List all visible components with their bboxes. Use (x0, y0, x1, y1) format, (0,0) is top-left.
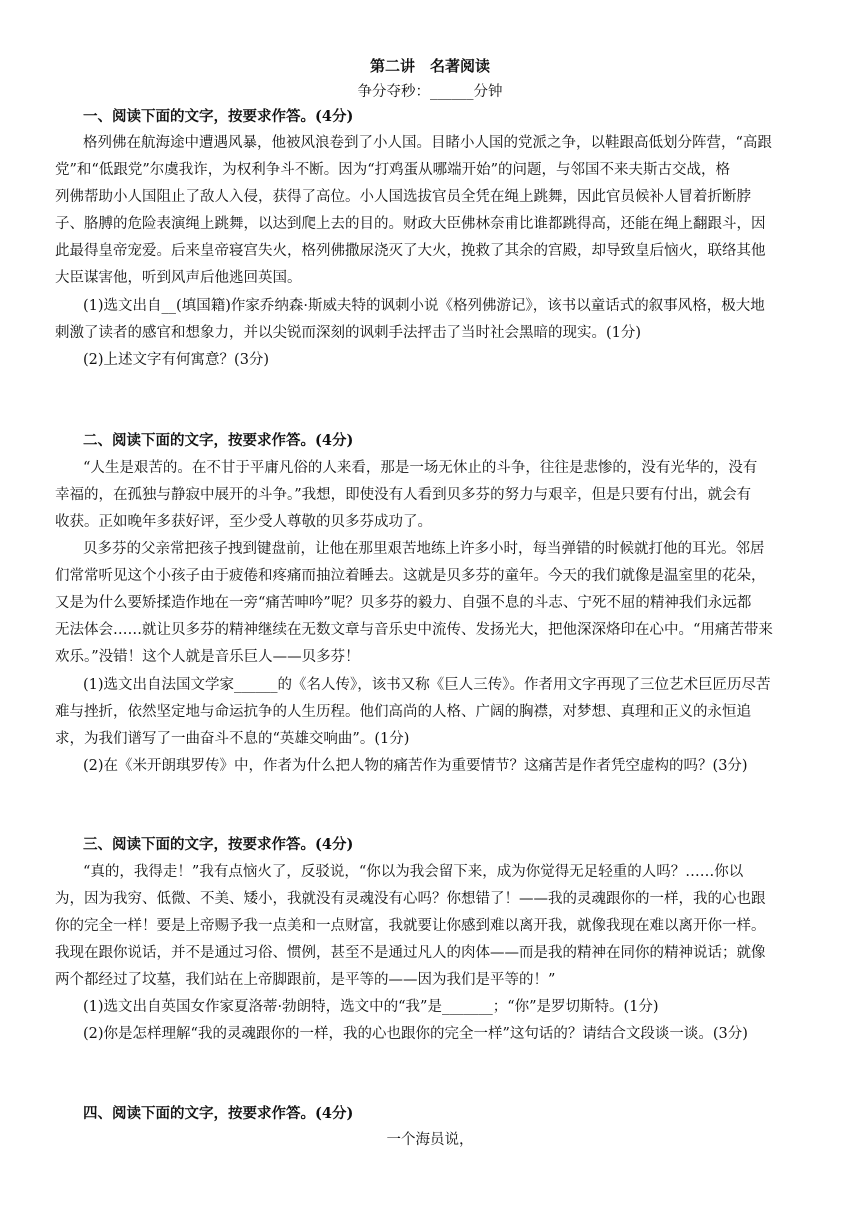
section-2-line: 又是为什么要矫揉造作地在一旁“痛苦呻吟”呢？贝多芬的毅力、自强不息的斗志、宁死不屈的精神我们永远都 (55, 595, 752, 611)
section-1-line: 大臣谋害他，听到风声后他逃回英国。 (55, 270, 302, 286)
timer-line: 争分夺秒：______分钟 (357, 84, 503, 100)
question-2-1: (1)选文出自法国文学家______的《名人传》，该书又称《巨人三传》。作者用文字再现了三位艺术巨匠历尽苦 (83, 677, 771, 693)
section-3-line: 为，因为我穷、低微、不美、矮小，我就没有灵魂没有心吗？你想错了！——我的灵魂跟你的一样，我的心也跟 (55, 891, 766, 907)
section-3-line: 你的完全一样！要是上帝赐予我一点美和一点财富，我就要让你感到难以离开我，就像我现在难以离开你一样。 (55, 918, 766, 934)
question-3-1: (1)选文出自英国女作家夏洛蒂·勃朗特，选文中的“我”是_______；“你”是罗切斯特。(1分) (83, 999, 659, 1015)
section-1-line: 列佛帮助小人国阻止了敌人入侵，获得了高位。小人国选拔官员全凭在绳上跳舞，因此官员候补人冒着折断脖 (55, 189, 751, 205)
section-1-line: 此最得皇帝宠爱。后来皇帝寝宫失火，格列佛撒尿浇灭了大火，挽救了其余的宫殿，却导致皇后恼火，联络其他 (55, 243, 766, 259)
question-2-2: (2)在《米开朗琪罗传》中，作者为什么把人物的痛苦作为重要情节？这痛苦是作者凭空虚构的吗？(3分) (83, 758, 748, 774)
section-2-line: “人生是艰苦的。在不甘于平庸凡俗的人来看，那是一场无休止的斗争，往往是悲惨的，没有光华的，没有 (83, 460, 758, 476)
question-1-2: (2)上述文字有何寓意？(3分) (83, 352, 270, 368)
question-2-1-cont: 难与挫折，依然坚定地与命运抗争的人生历程。他们高尚的人格、广阔的胸襟，对梦想、真理和正义的永恒追 (55, 704, 751, 720)
section-2-line: 幸福的，在孤独与静寂中展开的斗争。”我想，即使没有人看到贝多芬的努力与艰辛，但是只要有付出，就会有 (55, 487, 752, 503)
section-3-line: 我现在跟你说话，并不是通过习俗、惯例，甚至不是通过凡人的肉体——而是我的精神在同你的精神说话；就像 (55, 945, 766, 961)
question-1-1: (1)选文出自__(填国籍)作家乔纳森·斯威夫特的讽刺小说《格列佛游记》，该书以童话式的叙事风格，极大地 (83, 298, 765, 314)
question-3-2: (2)你是怎样理解“我的灵魂跟你的一样，我的心也跟你的完全一样”这句话的？请结合文段谈一谈。(3分) (83, 1026, 748, 1042)
section-1-line: 子、胳膊的危险表演绳上跳舞，以达到爬上去的目的。财政大臣佛林奈甫比谁都跳得高，还能在绳上翻跟斗，因 (55, 216, 766, 232)
page-title: 第二讲 名著阅读 (369, 57, 490, 75)
section-3-line: 两个都经过了坟墓，我们站在上帝脚跟前，是平等的——因为我们是平等的！” (55, 972, 556, 988)
section-2-line: 无法体会……就让贝多芬的精神继续在无数文章与音乐史中流传、发扬光大，把他深深烙印在心中。“用痛苦带来 (55, 622, 773, 638)
section-4-line: 一个海员说， (386, 1132, 474, 1148)
section-2-line: 欢乐。”没错！这个人就是音乐巨人——贝多芬！ (55, 649, 360, 665)
section-1-line: 党”和“低跟党”尔虞我诈，为权利争斗不断。因为“打鸡蛋从哪端开始”的问题，与邻国不来夫斯古交战，格 (55, 162, 731, 178)
section-2-line: 收获。正如晚年多获好评，至少受人尊敬的贝多芬成功了。 (55, 514, 432, 530)
section-2-line: 贝多芬的父亲常把孩子拽到键盘前，让他在那里艰苦地练上许多小时，每当弹错的时候就打他的耳光。邻居 (83, 541, 765, 557)
section-1-line: 格列佛在航海途中遭遇风暴，他被风浪卷到了小人国。目睹小人国的党派之争，以鞋跟高低划分阵营，“高跟 (83, 135, 772, 151)
section-3-heading: 三、阅读下面的文字，按要求作答。(4分) (83, 836, 354, 853)
section-2-heading: 二、阅读下面的文字，按要求作答。(4分) (83, 432, 354, 449)
question-2-1-cont: 求，为我们谱写了一曲奋斗不息的“英雄交响曲”。(1分) (55, 731, 410, 747)
section-4-heading: 四、阅读下面的文字，按要求作答。(4分) (83, 1105, 354, 1122)
question-1-1-cont: 刺激了读者的感官和想象力，并以尖锐而深刻的讽刺手法抨击了当时社会黑暗的现实。(1分) (55, 325, 642, 341)
section-2-line: 们常常听见这个小孩子由于疲倦和疼痛而抽泣着睡去。这就是贝多芬的童年。今天的我们就像是温室里的花朵， (55, 568, 766, 584)
section-1-heading: 一、阅读下面的文字，按要求作答。(4分) (83, 108, 354, 125)
section-3-line: “真的，我得走！”我有点恼火了，反驳说，“你以为我会留下来，成为你觉得无足轻重的人吗？……你以 (83, 864, 744, 880)
